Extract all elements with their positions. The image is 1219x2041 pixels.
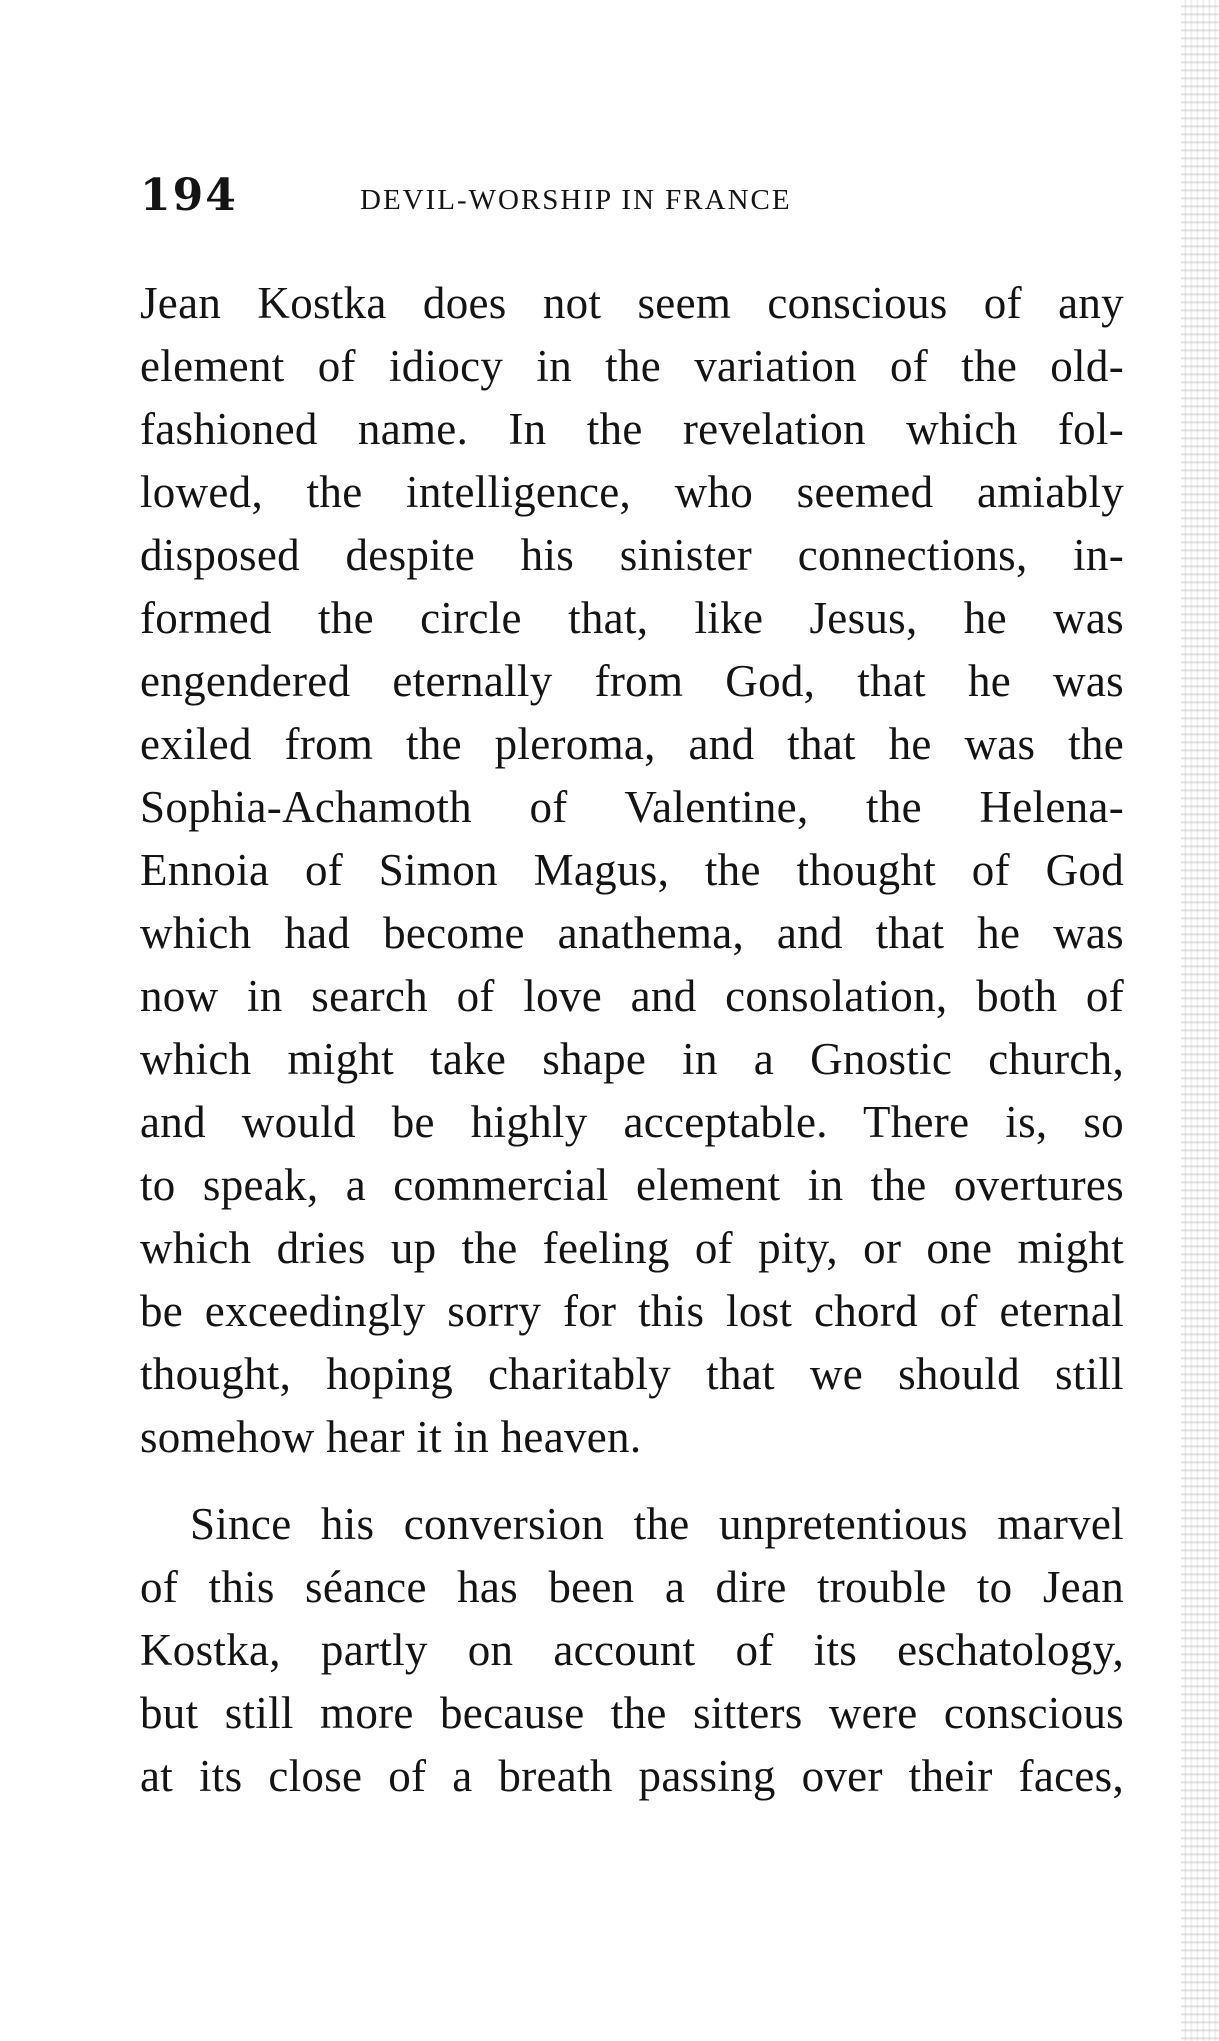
text-line: Since his conversion the unpretentious marvel	[190, 1499, 1124, 1549]
paragraph-2	[140, 1493, 1124, 1808]
text-line: Kostka, partly on account of its eschatology,	[140, 1625, 1124, 1675]
text-line: engendered eternally from God, that he was	[140, 656, 1124, 706]
running-title: DEVIL-WORSHIP IN FRANCE	[360, 184, 792, 216]
text-line: Sophia-Achamoth of Valentine, the Helena-	[140, 782, 1124, 832]
text-line: somehow hear it in heaven.	[140, 1412, 642, 1462]
text-line: to speak, a commercial element in the overtures	[140, 1160, 1124, 1210]
text-line: and would be highly acceptable. There is, so	[140, 1097, 1124, 1147]
text-line: be exceedingly sorry for this lost chord of eternal	[140, 1286, 1124, 1336]
text-line: now in search of love and consolation, both of	[140, 971, 1124, 1021]
page-number: 194	[140, 170, 238, 221]
text-line: lowed, the intelligence, who seemed amiably	[140, 467, 1124, 517]
paragraph-gap	[140, 1469, 1124, 1493]
text-line: exiled from the pleroma, and that he was the	[140, 719, 1124, 769]
text-line: Jean Kostka does not seem conscious of any	[140, 278, 1124, 328]
text-line: formed the circle that, like Jesus, he was	[140, 593, 1124, 643]
text-line: disposed despite his sinister connections, in-	[140, 530, 1124, 580]
scanned-page-edge	[1181, 0, 1219, 2041]
text-line: which dries up the feeling of pity, or one might	[140, 1223, 1124, 1273]
text-line: fashioned name. In the revelation which fol-	[140, 404, 1124, 454]
text-line: which had become anathema, and that he was	[140, 908, 1124, 958]
text-line: Ennoia of Simon Magus, the thought of God	[140, 845, 1124, 895]
page-header	[140, 170, 1130, 230]
text-line: at its close of a breath passing over their faces,	[140, 1751, 1124, 1801]
paragraph-1	[140, 272, 1124, 1469]
text-line: element of idiocy in the variation of the old-	[140, 341, 1124, 391]
text-line: but still more because the sitters were conscious	[140, 1688, 1124, 1738]
text-line: thought, hoping charitably that we should still	[140, 1349, 1124, 1399]
text-line: which might take shape in a Gnostic church,	[140, 1034, 1124, 1084]
text-line: of this séance has been a dire trouble to Jean	[140, 1562, 1124, 1612]
body-text	[140, 272, 1124, 1808]
